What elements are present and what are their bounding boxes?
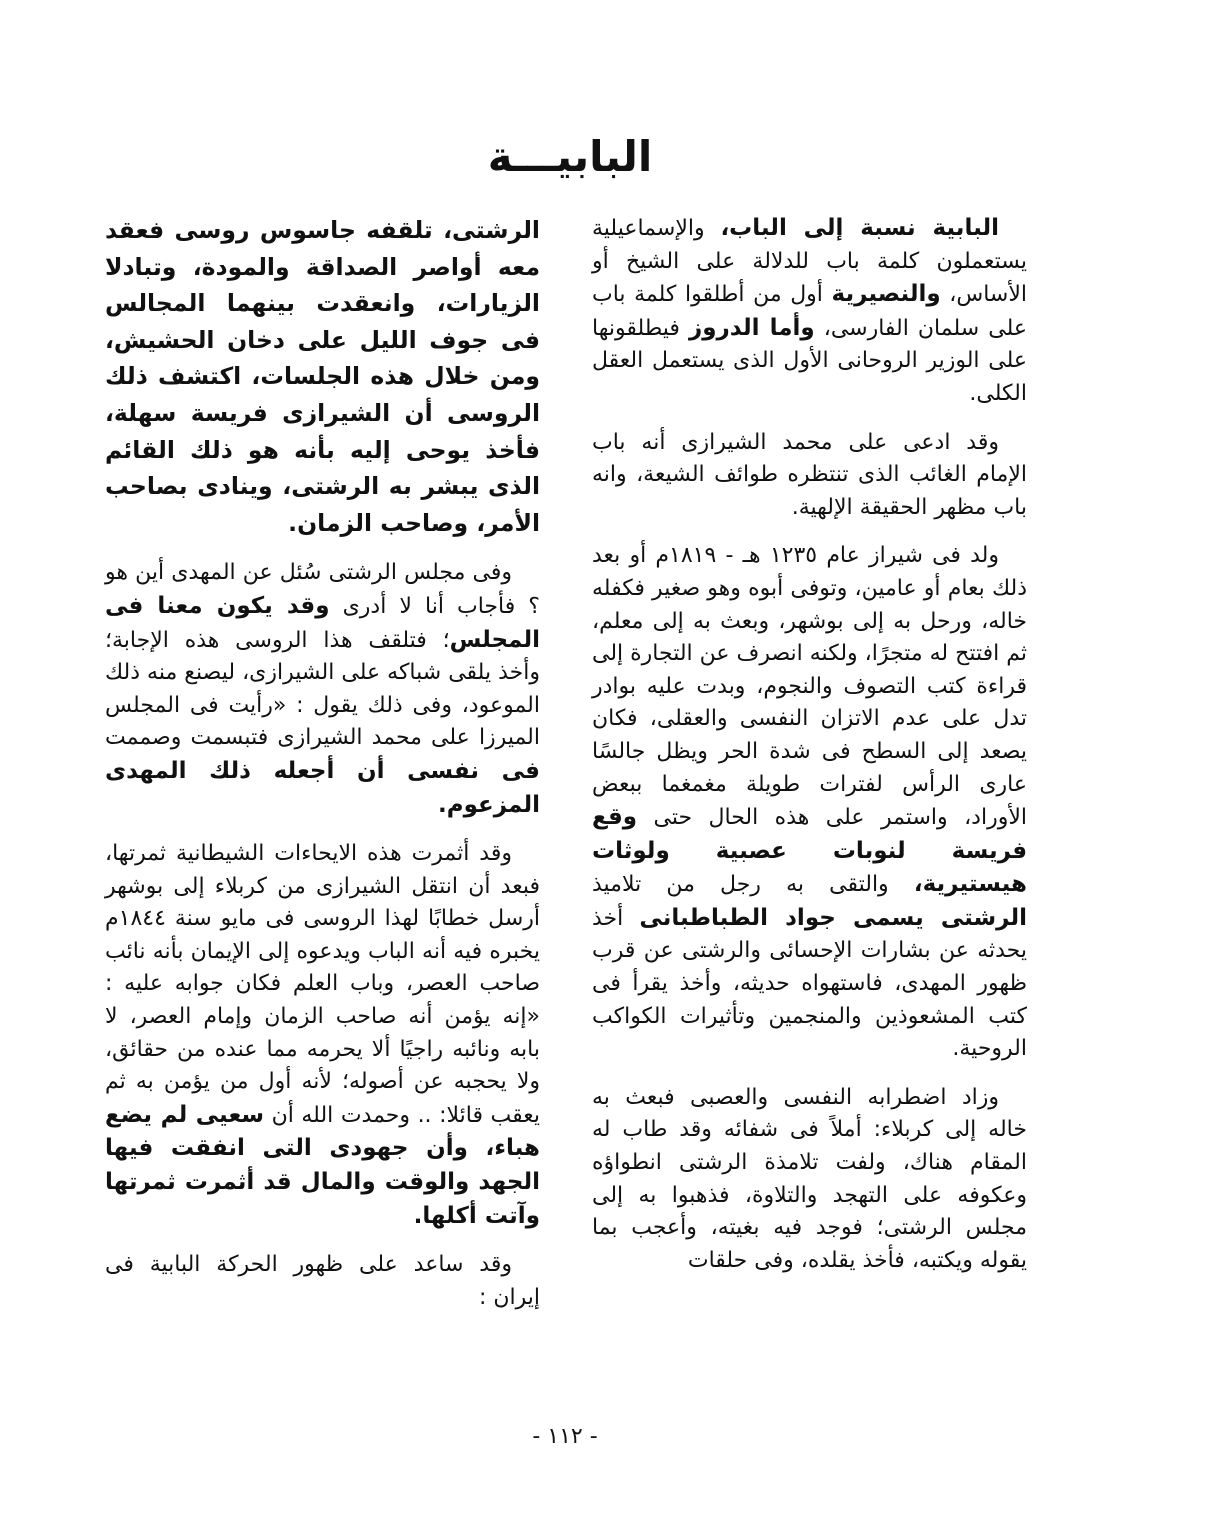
paragraph-rashti-council [105, 557, 540, 822]
left-column [105, 212, 540, 1330]
bold-phrase: الرشتى يسمى جواد الطباطبانى [639, 904, 1027, 931]
text-run: ولد فى شيراز عام ١٢٣٥ هـ - ١٨١٩م أو بعد ذلك بعام أو عامين، وتوفى أبوه وهو صغير فكفله خاله، ورحل به إلى بوشهر، وبعث به إلى معلم، ثم افتتح له متجرًا، ولكنه انصرف عن التجارة إلى قراءة كتب التصوف والنجوم، وبدت عليه بوادر تدل على عدم الاتزان النفسى والعقلى، فكان يصعد إلى السطح فى شدة الحر ويظل جالسًا عارى الرأس لفترات طويلة مغمغما ببعض الأوراد، واستمر على هذه الحال حتى [592, 543, 1027, 831]
page-number: - ١١٢ - [532, 1424, 598, 1449]
bold-phrase: والنصيرية [831, 281, 941, 308]
bold-phrase: وقد يكون معنا فى المجلس [105, 592, 540, 653]
text-run: وقد أثمرت هذه الايحاءات الشيطانية ثمرتها، فبعد أن انتقل الشيرازى من كربلاء إلى بوشهر أرسل خطابًا لهذا الروسى فى مايو سنة ١٨٤٤م يخبره فيه أنه الباب ويدعوه إلى الإيمان بأنه نائب صاحب العصر، وباب العلم فكان جوابه عليه : «إنه يؤمن أنه صاحب الزمان وإمام العصر، لا بابه ونائبه راجيًا ألا يحرمه مما عنده من حقائق، ولا يحجبه عن أصوله؛ لأنه أول من يؤمن به ثم يعقب قائلا: .. وحمدت الله أن [105, 841, 540, 1128]
page-title: البابيـــة [487, 132, 653, 181]
paragraph-russian-spy: الرشتى، تلقفه جاسوس روسى فعقد معه أواصر الصداقة والمودة، وتبادلا الزيارات، وانعقدت بينهما المجالس فى جوف الليل على دخان الحشيش، ومن خلال هذه الجلسات، اكتشف ذلك الروسى أن الشيرازى فريسة سهلة، فأخذ يوحى إليه بأنه هو ذلك القائم الذى يبشر به الرشتى، وينادى بصاحب الأمر، وصاحب الزمان. [105, 216, 540, 537]
bold-phrase: سعيى لم يضع هباء، وأن جهودى التى انفقت فيها الجهد والوقت والمال قد أثمرت ثمرتها وآتت أكلها. [105, 1101, 540, 1229]
paragraph-conclusion: وقد ساعد على ظهور الحركة البابية فى إيران : [105, 1252, 540, 1310]
paragraph-karbala: وزاد اضطرابه النفسى والعصبى فبعث به خاله إلى كربلاء: أملاً فى شفائه وقد طاب له المقام هناك، ولفت تلامذة الرشتى انطواؤه وعكوفه على التهجد والتلاوة، فذهبوا به إلى مجلس الرشتى؛ فوجد فيه بغيته، وأعجب بما يقوله ويكتبه، فأخذ يقلده، وفى حلقات [592, 1084, 1027, 1273]
paragraph-babiyya-definition [592, 212, 1027, 411]
paragraph-biography [592, 540, 1027, 1066]
bold-phrase: وأما الدروز [688, 314, 815, 341]
bold-phrase: البابية نسبة إلى الباب، [720, 215, 999, 241]
paragraph-suggestions [105, 838, 540, 1233]
bold-phrase: فى نفسى أن أجعله ذلك المهدى المزعوم. [105, 757, 540, 818]
paragraph-shirazi-claim: وقد ادعى على محمد الشيرازى أنه باب الإمام الغائب الذى تنتظره طوائف الشيعة، وانه باب مظهر الحقيقة الإلهية. [592, 429, 1027, 520]
text-run: أول من أطلقوا كلمة باب على سلمان الفارسى، [592, 282, 1027, 341]
text-run: فيطلقونها على الوزير الروحانى الأول الذى يستعمل العقل الكلى. [592, 315, 1027, 406]
text-run: وفى مجلس الرشتى سُئل عن المهدى أين هو ؟ فأجاب أنا لا أدرى [105, 560, 540, 619]
text-run: ؛ فتلقف هذا الروسى هذه الإجابة؛ وأخذ يلقى شباكه على الشيرازى، ليصنع منه ذلك الموعود، وفى ذلك يقول : «رأيت فى المجلس الميرزا على محمد الشيرازى فتبسمت وصممت [105, 627, 540, 751]
right-column [592, 212, 1027, 1293]
text-run: والتقى به رجل من تلاميذ [592, 872, 914, 898]
text-run: والإسماعيلية يستعملون كلمة باب للدلالة على الشيخ أو الأساس، [592, 216, 1027, 308]
bold-phrase: وقع فريسة لنوبات عصبية ولوثات هيستيرية، [592, 804, 1027, 898]
text-run: أخذ يحدثه عن بشارات الإحسائى والرشتى عن قرب ظهور المهدى، فاستهواه حديثه، وأخذ يقرأ فى كتب المشعوذين والمنجمين وتأثيرات الكواكب الروحية. [592, 905, 1027, 1062]
